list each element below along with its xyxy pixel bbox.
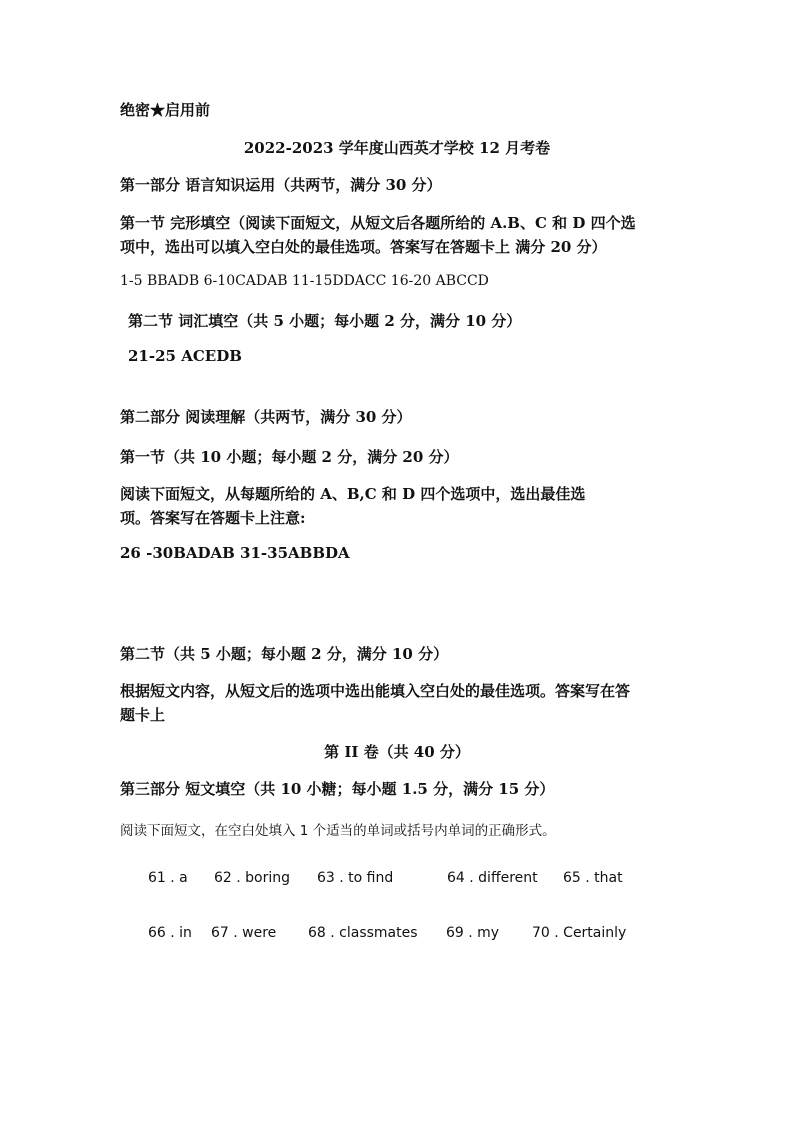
answer-61: 61 . a bbox=[148, 870, 188, 886]
volume2-heading: 第 II 卷（共 40 分） bbox=[324, 743, 470, 761]
part2-section2-instruction-line1: 根据短文内容，从短文后的选项中选出能填入空白处的最佳选项。答案写在答 bbox=[120, 682, 631, 700]
answer-67: 67 . were bbox=[211, 925, 277, 941]
answer-66: 66 . in bbox=[148, 925, 192, 941]
answer-65: 65 . that bbox=[563, 870, 623, 886]
answer-69: 69 . my bbox=[446, 925, 500, 941]
answer-63: 63 . to find bbox=[317, 870, 394, 886]
answer-70: 70 . Certainly bbox=[532, 925, 627, 941]
part3-instruction: 阅读下面短文，在空白处填入 1 个适当的单词或括号内单词的正确形式。 bbox=[120, 823, 556, 839]
part1-heading: 第一部分 语言知识运用（共两节，满分 30 分） bbox=[120, 176, 442, 194]
part1-section2-heading: 第二节 词汇填空（共 5 小题；每小题 2 分，满分 10 分） bbox=[128, 312, 522, 330]
part2-section1-instruction-line2: 项。答案写在答题卡上注意: bbox=[120, 509, 306, 527]
secret-label: 绝密★启用前 bbox=[120, 101, 211, 119]
answer-64: 64 . different bbox=[447, 870, 538, 886]
part1-section1-heading-line2: 项中，选出可以填入空白处的最佳选项。答案写在答题卡上 满分 20 分） bbox=[120, 238, 607, 256]
part2-section2-instruction-line2: 题卡上 bbox=[120, 706, 166, 724]
part2-heading: 第二部分 阅读理解（共两节，满分 30 分） bbox=[120, 408, 412, 426]
part2-section1-heading: 第一节（共 10 小题；每小题 2 分，满分 20 分） bbox=[120, 448, 459, 466]
answer-62: 62 . boring bbox=[214, 870, 291, 886]
part1-section2-answers: 21-25 ACEDB bbox=[128, 347, 242, 365]
exam-title: 2022-2023 学年度山西英才学校 12 月考卷 bbox=[243, 139, 551, 157]
answer-68: 68 . classmates bbox=[308, 925, 418, 941]
part2-section1-answers: 26 -30BADAB 31-35ABBDA bbox=[120, 544, 350, 562]
part2-section1-instruction-line1: 阅读下面短文，从每题所给的 A、B,C 和 D 四个选项中，选出最佳选 bbox=[120, 485, 586, 503]
part3-heading: 第三部分 短文填空（共 10 小糖；每小题 1.5 分，满分 15 分） bbox=[120, 780, 555, 798]
part1-section1-answers: 1-5 BBADB 6-10CADAB 11-15DDACC 16-20 ABCCD bbox=[120, 273, 489, 289]
part2-section2-heading: 第二节（共 5 小题；每小题 2 分，满分 10 分） bbox=[120, 645, 449, 663]
part1-section1-heading-line1: 第一节 完形填空（阅读下面短文，从短文后各题所给的 A.B、C 和 D 四个选 bbox=[120, 214, 636, 232]
